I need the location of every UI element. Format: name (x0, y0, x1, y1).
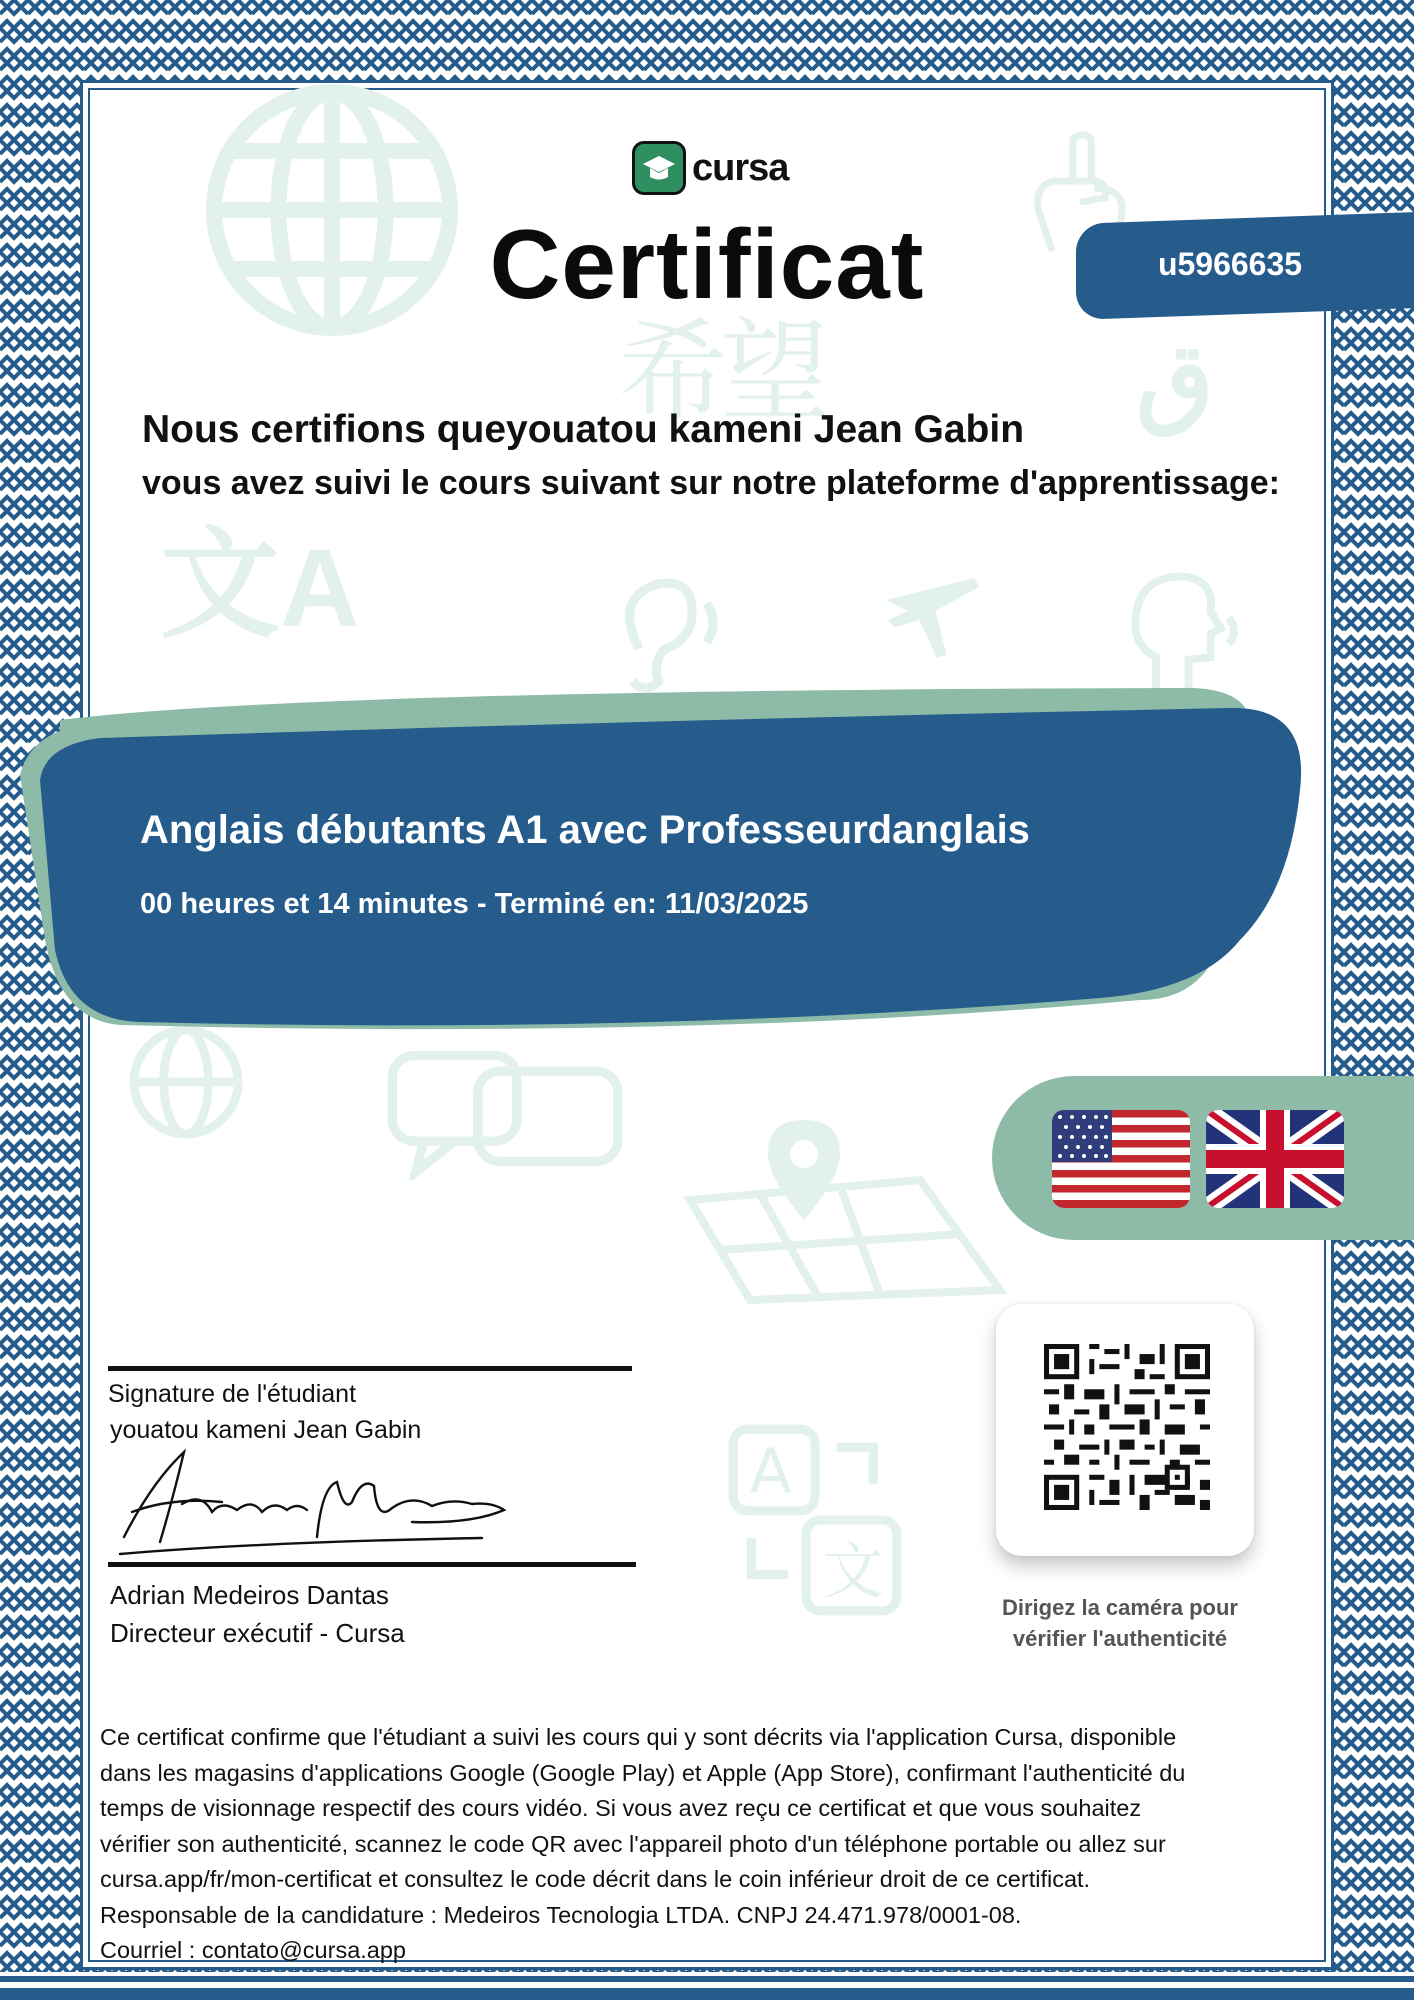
qr-caption-line2: vérifier l'authenticité (1012, 1626, 1228, 1651)
chinese-chars-watermark: 希望 (618, 311, 822, 434)
certificate-disclaimer (100, 1720, 1320, 1969)
student-signature-line (108, 1366, 632, 1371)
us-flag-icon (1052, 1110, 1190, 1208)
course-banner (0, 680, 1320, 1050)
arabic-letter-watermark: ق (1136, 324, 1214, 436)
cursa-logo (632, 140, 788, 196)
qr-code-icon (1044, 1344, 1210, 1510)
disclaimer-line: Courriel : contato@cursa.app (100, 1937, 407, 1963)
certificate-code: u5966635 (1157, 246, 1303, 282)
certificate-title: Certificat (489, 209, 925, 319)
bottom-stripe (0, 1972, 1414, 2000)
disclaimer-line: dans les magasins d'applications Google (Google Play) et Apple (App Store), confirmant l'authenticité du (100, 1759, 1186, 1786)
course-duration-date: 00 heures et 14 minutes - Terminé en: 11/03/2025 (140, 888, 809, 920)
qr-caption (960, 1592, 1280, 1654)
speaking-head-watermark-icon (1112, 566, 1252, 696)
brand-name: cursa (692, 146, 789, 189)
disclaimer-line: temps de visionnage respectif des cours vidéo. Si vous avez reçu ce certificat et que vous souhaitez (100, 1795, 1142, 1821)
student-signature-name: youatou kameni Jean Gabin (110, 1416, 422, 1444)
certification-statement (142, 408, 1024, 452)
qr-code-card (996, 1304, 1254, 1556)
airplane-watermark-icon (870, 556, 990, 666)
translate-cards-watermark-icon (722, 1420, 908, 1620)
student-signature-label: Signature de l'étudiant (108, 1380, 357, 1408)
translate-watermark-icon: 文A (160, 518, 360, 652)
director-title: Directeur exécutif - Cursa (110, 1618, 405, 1648)
svg-text:文: 文 (822, 1535, 885, 1608)
director-signature (112, 1442, 512, 1562)
director-name: Adrian Medeiros Dantas (110, 1580, 389, 1610)
uk-flag-icon (1206, 1110, 1344, 1208)
graduation-cap-icon (632, 141, 686, 195)
disclaimer-line: Responsable de la candidature : Medeiros Tecnologia LTDA. CNPJ 24.471.978/0001-08. (100, 1901, 1022, 1928)
director-signature-line (108, 1562, 636, 1567)
map-pin-watermark-icon (680, 1110, 1010, 1310)
disclaimer-line: cursa.app/fr/mon-certificat et consultez le code décrit dans le coin inférieur droit de ce certificat. (100, 1866, 1091, 1892)
student-name: youatou kameni Jean Gabin (506, 408, 1025, 451)
course-title: Anglais débutants A1 avec Professeurdanglais (140, 808, 1030, 852)
qr-caption-line1: Dirigez la caméra pour (1002, 1595, 1238, 1620)
svg-text:A: A (749, 1435, 792, 1508)
disclaimer-line: vérifier son authenticité, scannez le code QR avec l'appareil photo d'un téléphone portable ou allez sur (100, 1830, 1166, 1857)
chat-bubbles-watermark-icon (384, 1040, 634, 1180)
disclaimer-line: Ce certificat confirme que l'étudiant a suivi les cours qui y sont décrits via l'application Cursa, disponible (100, 1724, 1177, 1750)
certification-prefix: Nous certifions que (142, 408, 507, 451)
certification-line2: vous avez suivi le cours suivant sur notre plateforme d'apprentissage: (142, 464, 1280, 502)
